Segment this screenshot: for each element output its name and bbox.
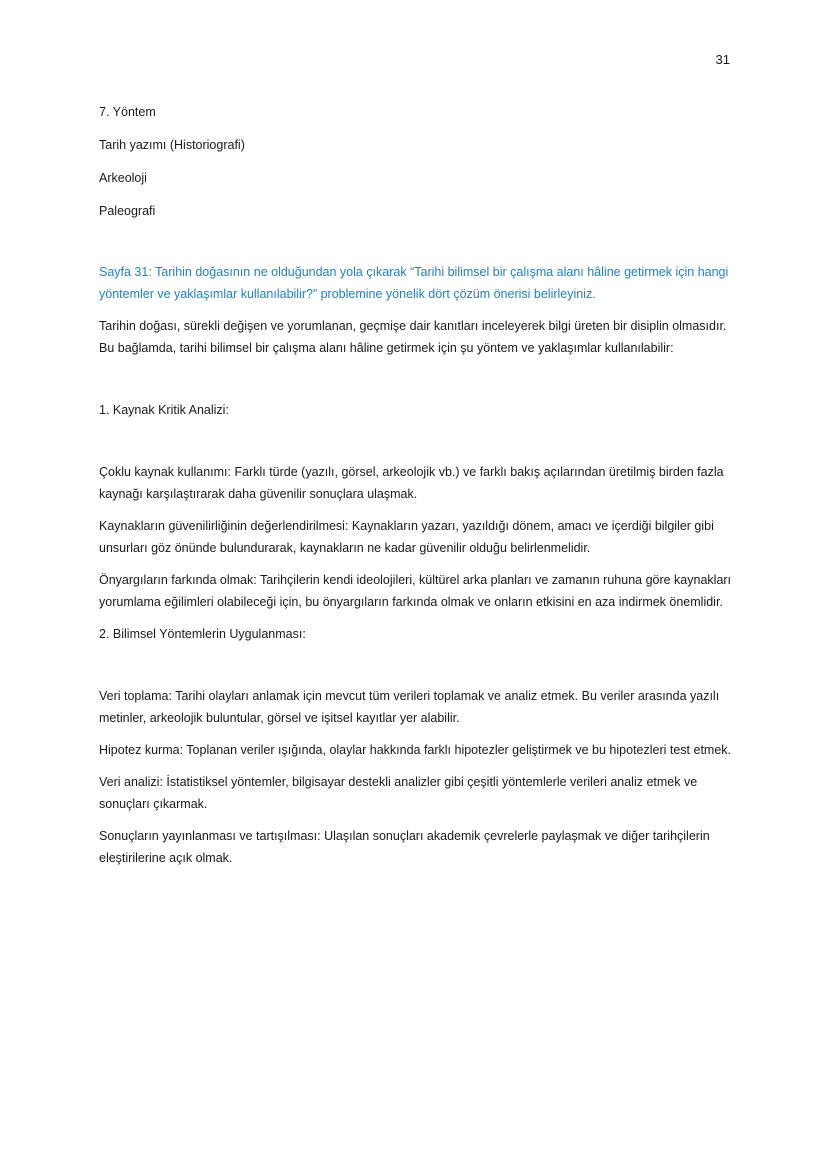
section-2-item-data-analysis: Veri analizi: İstatistiksel yöntemler, bilgisayar destekli analizler gibi çeşitli yöntemlerle verileri analiz etmek ve sonuçları çıkarmak. [99, 775, 698, 811]
section-2-item-publication: Sonuçların yayınlanması ve tartışılması: Ulaşılan sonuçları akademik çevrelerle paylaşmak ve diğer tarihçilerin eleştirilerine açık olmak. [99, 829, 710, 865]
section-1-item-multiple-sources: Çoklu kaynak kullanımı: Farklı türde (yazılı, görsel, arkeolojik vb.) ve farklı bakış açılarından üretilmiş birden fazla kaynağı karşılaştırarak daha güvenilir sonuçlara ulaşmak. [99, 465, 724, 501]
document-body [99, 101, 739, 879]
section-1-heading: 1. Kaynak Kritik Analizi: [99, 403, 229, 417]
question-text: Sayfa 31: Tarihin doğasının ne olduğundan yola çıkarak “Tarihi bilimsel bir çalışma alanı hâline getirmek için hangi yöntemler ve yaklaşımlar kullanılabilir?” problemine yönelik dört çözüm önerisi belirleyiniz. [99, 265, 729, 301]
section-2-heading: 2. Bilimsel Yöntemlerin Uygulanması: [99, 627, 306, 641]
answer-intro: Tarihin doğası, sürekli değişen ve yorumlanan, geçmişe dair kanıtları inceleyerek bilgi üreten bir disiplin olmasıdır. Bu bağlamda, tarihi bilimsel bir çalışma alanı hâline getirmek için şu yöntem ve yaklaşımlar kullanılabilir: [99, 319, 727, 355]
intro-line-method: 7. Yöntem [99, 105, 156, 119]
page-number: 31 [715, 52, 730, 67]
intro-line-historiography: Tarih yazımı (Historiografi) [99, 138, 245, 152]
section-1-item-bias: Önyargıların farkında olmak: Tarihçilerin kendi ideolojileri, kültürel arka planları ve zamanın ruhuna göre kaynakları yorumlama eğilimleri olabileceği için, bu önyargıların farkında olmak ve onların etkisini en aza indirmek önemlidir. [99, 573, 732, 609]
section-1-item-reliability: Kaynakların güvenilirliğinin değerlendirilmesi: Kaynakların yazarı, yazıldığı dönem, amacı ve içerdiği bilgiler gibi unsurları göz önünde bulundurarak, kaynakların ne kadar güvenilir olduğu belirlenmelidir. [99, 519, 714, 555]
intro-line-paleography: Paleografi [99, 204, 156, 218]
section-2-item-data-collection: Veri toplama: Tarihi olayları anlamak için mevcut tüm verileri toplamak ve analiz etmek. Bu veriler arasında yazılı metinler, arkeolojik buluntular, görsel ve işitsel kayıtlar yer alabilir. [99, 689, 720, 725]
intro-line-archaeology: Arkeoloji [99, 171, 147, 185]
section-2-item-hypothesis: Hipotez kurma: Toplanan veriler ışığında, olaylar hakkında farklı hipotezler geliştirmek ve bu hipotezleri test etmek. [99, 743, 732, 757]
